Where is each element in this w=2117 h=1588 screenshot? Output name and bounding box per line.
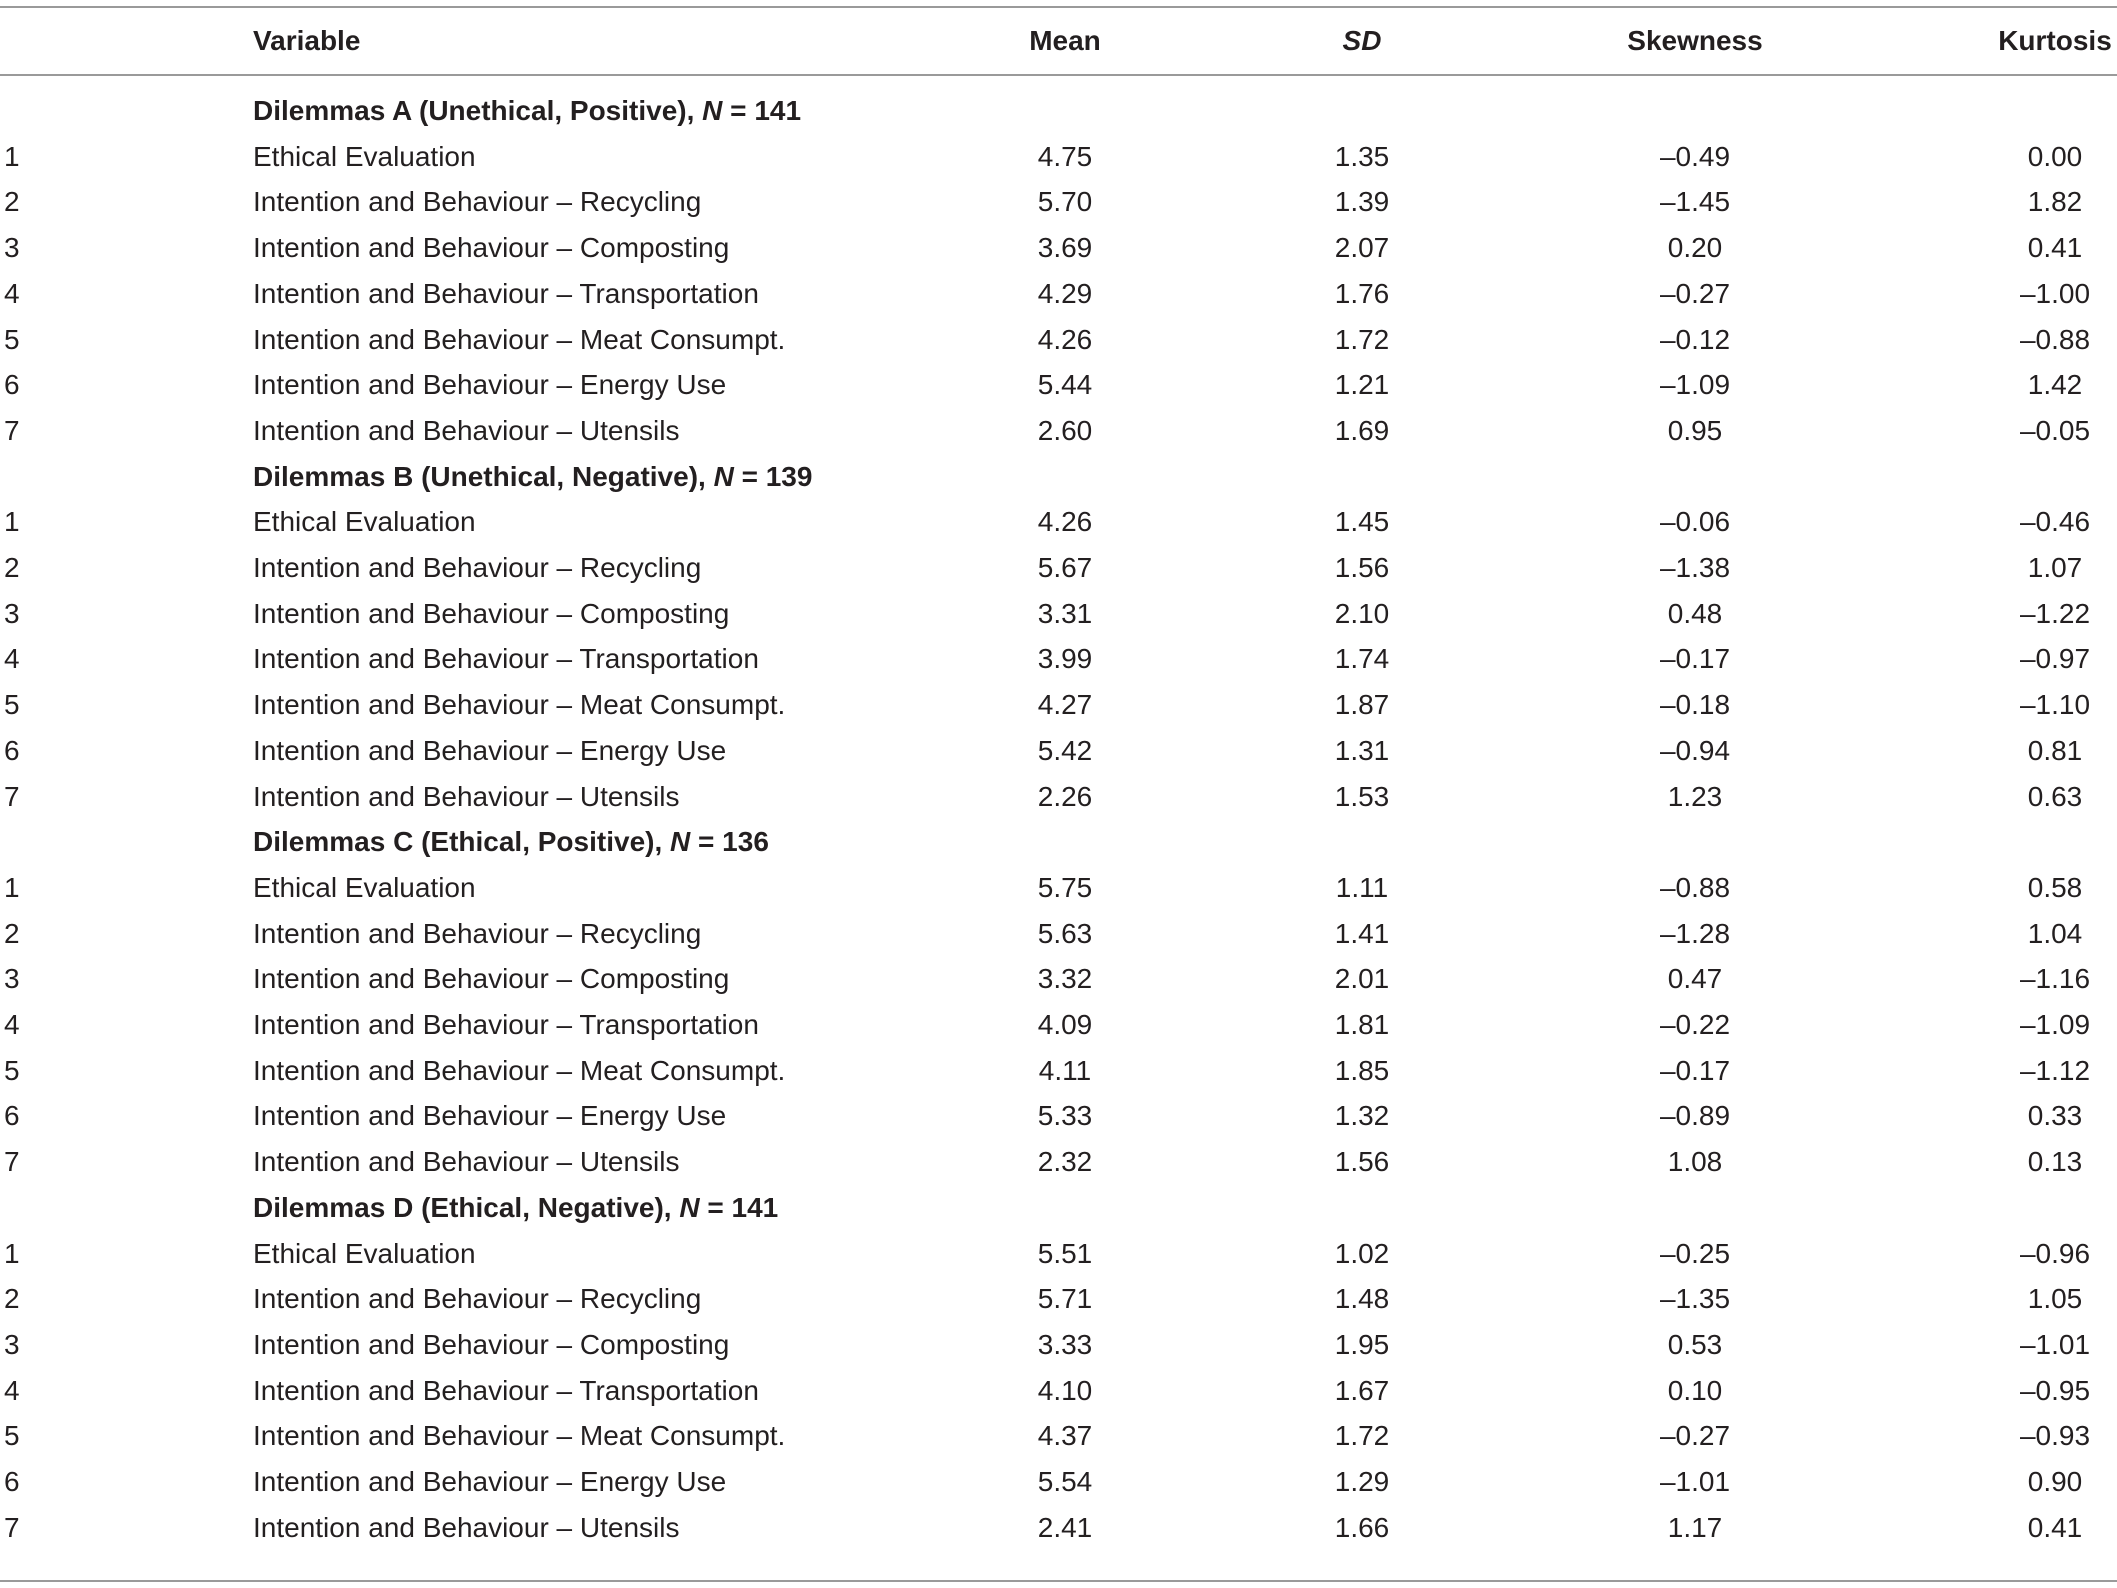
kurtosis-cell: –1.01 (2019, 1329, 2091, 1360)
group-header-row (0, 454, 2117, 500)
row-number: 7 (4, 1512, 20, 1543)
group-title-text: Dilemmas D (Ethical, Negative), (253, 1192, 680, 1223)
row-number: 5 (4, 1055, 20, 1086)
table-row (0, 1368, 2117, 1414)
table-row (0, 1093, 2117, 1139)
table-row (0, 636, 2117, 682)
kurtosis-cell: 1.07 (2027, 552, 2083, 583)
kurtosis-cell: –0.93 (2019, 1420, 2091, 1451)
variable-cell: Intention and Behaviour – Composting (253, 598, 730, 629)
header-variable: Variable (253, 25, 361, 56)
skewness-cell: 1.08 (1667, 1146, 1723, 1177)
sd-cell: 1.45 (1334, 506, 1390, 537)
group-title (253, 1185, 778, 1231)
row-number: 2 (4, 918, 20, 949)
row-number: 1 (4, 141, 20, 172)
kurtosis-cell: 0.58 (2027, 872, 2083, 903)
kurtosis-cell: 1.04 (2027, 918, 2083, 949)
sd-cell: 1.39 (1334, 186, 1390, 217)
mean-cell: 5.71 (1037, 1283, 1093, 1314)
kurtosis-cell: –0.97 (2019, 643, 2091, 674)
variable-cell: Intention and Behaviour – Meat Consumpt. (253, 1055, 786, 1086)
variable-cell: Intention and Behaviour – Energy Use (253, 369, 727, 400)
group-title-text: Dilemmas C (Ethical, Positive), (253, 826, 671, 857)
kurtosis-cell: –1.00 (2019, 278, 2091, 309)
skewness-cell: 0.20 (1667, 232, 1723, 263)
group-n-value: = 139 (733, 461, 813, 492)
mean-cell: 5.75 (1037, 872, 1093, 903)
variable-cell: Intention and Behaviour – Energy Use (253, 1100, 727, 1131)
variable-cell: Intention and Behaviour – Composting (253, 963, 730, 994)
kurtosis-cell: –1.22 (2019, 598, 2091, 629)
skewness-cell: –0.17 (1659, 643, 1731, 674)
skewness-cell: 0.95 (1667, 415, 1723, 446)
table-row (0, 1048, 2117, 1094)
row-number: 3 (4, 963, 20, 994)
skewness-cell: 0.53 (1667, 1329, 1723, 1360)
table-row (0, 865, 2117, 911)
skewness-cell: –0.89 (1659, 1100, 1731, 1131)
skewness-cell: –0.17 (1659, 1055, 1731, 1086)
skewness-cell: 0.10 (1667, 1375, 1723, 1406)
variable-cell: Intention and Behaviour – Meat Consumpt. (253, 689, 786, 720)
sd-cell: 1.32 (1334, 1100, 1390, 1131)
skewness-cell: –1.45 (1659, 186, 1731, 217)
sd-cell: 1.72 (1334, 1420, 1390, 1451)
kurtosis-cell: 1.05 (2027, 1283, 2083, 1314)
mean-cell: 2.41 (1037, 1512, 1093, 1543)
sd-cell: 1.85 (1334, 1055, 1390, 1086)
table-header-row (0, 18, 2117, 64)
sd-cell: 1.35 (1334, 141, 1390, 172)
variable-cell: Intention and Behaviour – Meat Consumpt. (253, 1420, 786, 1451)
kurtosis-cell: 0.41 (2027, 1512, 2083, 1543)
table-row (0, 179, 2117, 225)
header-skewness: Skewness (1627, 25, 1763, 56)
table-row (0, 1459, 2117, 1505)
table-row (0, 911, 2117, 957)
sd-cell: 1.53 (1334, 781, 1390, 812)
skewness-cell: –0.12 (1659, 324, 1731, 355)
kurtosis-cell: 0.81 (2027, 735, 2083, 766)
row-number: 7 (4, 781, 20, 812)
mean-cell: 5.54 (1037, 1466, 1093, 1497)
mean-cell: 2.60 (1037, 415, 1093, 446)
variable-cell: Intention and Behaviour – Energy Use (253, 735, 727, 766)
variable-cell: Intention and Behaviour – Utensils (253, 1512, 680, 1543)
mean-cell: 3.33 (1037, 1329, 1093, 1360)
table-row (0, 1276, 2117, 1322)
table-row (0, 499, 2117, 545)
variable-cell: Intention and Behaviour – Recycling (253, 552, 702, 583)
kurtosis-cell: –1.10 (2019, 689, 2091, 720)
header-rule (0, 74, 2117, 76)
skewness-cell: –0.88 (1659, 872, 1731, 903)
group-n-value: = 141 (722, 95, 802, 126)
mean-cell: 4.29 (1037, 278, 1093, 309)
row-number: 3 (4, 232, 20, 263)
group-header-row (0, 1185, 2117, 1231)
skewness-cell: –1.01 (1659, 1466, 1731, 1497)
table-row (0, 1002, 2117, 1048)
row-number: 1 (4, 506, 20, 537)
row-number: 2 (4, 1283, 20, 1314)
kurtosis-cell: –0.96 (2019, 1238, 2091, 1269)
skewness-cell: 0.48 (1667, 598, 1723, 629)
mean-cell: 3.32 (1037, 963, 1093, 994)
mean-cell: 3.31 (1037, 598, 1093, 629)
variable-cell: Intention and Behaviour – Meat Consumpt. (253, 324, 786, 355)
variable-cell: Ethical Evaluation (253, 872, 476, 903)
kurtosis-cell: 0.00 (2027, 141, 2083, 172)
row-number: 2 (4, 186, 20, 217)
group-n-label: N (702, 95, 723, 126)
variable-cell: Intention and Behaviour – Utensils (253, 1146, 680, 1177)
mean-cell: 4.11 (1038, 1055, 1092, 1086)
skewness-cell: –1.35 (1659, 1283, 1731, 1314)
sd-cell: 1.41 (1334, 918, 1390, 949)
variable-cell: Intention and Behaviour – Transportation (253, 278, 759, 309)
group-n-value: = 136 (690, 826, 769, 857)
group-n-label: N (713, 461, 734, 492)
table-row (0, 1505, 2117, 1551)
row-number: 5 (4, 324, 20, 355)
sd-cell: 2.07 (1334, 232, 1390, 263)
row-number: 2 (4, 552, 20, 583)
mean-cell: 5.44 (1037, 369, 1093, 400)
sd-cell: 1.56 (1334, 552, 1390, 583)
variable-cell: Intention and Behaviour – Utensils (253, 415, 680, 446)
mean-cell: 2.26 (1037, 781, 1093, 812)
skewness-cell: –0.06 (1659, 506, 1731, 537)
top-rule (0, 6, 2117, 8)
sd-cell: 1.56 (1334, 1146, 1390, 1177)
mean-cell: 2.32 (1037, 1146, 1093, 1177)
mean-cell: 4.09 (1037, 1009, 1093, 1040)
kurtosis-cell: –1.12 (2019, 1055, 2091, 1086)
group-title (253, 88, 801, 134)
mean-cell: 4.26 (1037, 506, 1093, 537)
row-number: 7 (4, 1146, 20, 1177)
kurtosis-cell: –0.05 (2019, 415, 2091, 446)
sd-cell: 1.21 (1334, 369, 1390, 400)
skewness-cell: –0.94 (1659, 735, 1731, 766)
table-row (0, 317, 2117, 363)
kurtosis-cell: –1.16 (2019, 963, 2091, 994)
variable-cell: Ethical Evaluation (253, 506, 476, 537)
sd-cell: 1.67 (1334, 1375, 1390, 1406)
mean-cell: 5.33 (1037, 1100, 1093, 1131)
sd-cell: 1.81 (1334, 1009, 1390, 1040)
table-row (0, 591, 2117, 637)
kurtosis-cell: 0.33 (2027, 1100, 2083, 1131)
skewness-cell: –1.28 (1659, 918, 1731, 949)
bottom-rule (0, 1580, 2117, 1582)
table-row (0, 1231, 2117, 1277)
mean-cell: 5.70 (1037, 186, 1093, 217)
mean-cell: 4.27 (1037, 689, 1093, 720)
variable-cell: Intention and Behaviour – Composting (253, 1329, 730, 1360)
table-row (0, 408, 2117, 454)
variable-cell: Ethical Evaluation (253, 1238, 476, 1269)
row-number: 3 (4, 1329, 20, 1360)
sd-cell: 1.11 (1335, 872, 1389, 903)
row-number: 4 (4, 278, 20, 309)
row-number: 5 (4, 1420, 20, 1451)
table-row (0, 1322, 2117, 1368)
mean-cell: 4.75 (1037, 141, 1093, 172)
kurtosis-cell: 0.90 (2027, 1466, 2083, 1497)
header-sd: SD (1342, 25, 1382, 56)
sd-cell: 1.87 (1334, 689, 1390, 720)
group-title (253, 819, 769, 865)
sd-cell: 1.02 (1334, 1238, 1390, 1269)
sd-cell: 1.72 (1334, 324, 1390, 355)
mean-cell: 4.26 (1037, 324, 1093, 355)
skewness-cell: 1.17 (1667, 1512, 1723, 1543)
table-row (0, 774, 2117, 820)
group-n-value: = 141 (699, 1192, 779, 1223)
kurtosis-cell: 0.41 (2027, 232, 2083, 263)
skewness-cell: –1.09 (1659, 369, 1731, 400)
table-row (0, 134, 2117, 180)
row-number: 6 (4, 1100, 20, 1131)
row-number: 4 (4, 1375, 20, 1406)
row-number: 3 (4, 598, 20, 629)
variable-cell: Intention and Behaviour – Composting (253, 232, 730, 263)
skewness-cell: –0.22 (1659, 1009, 1731, 1040)
mean-cell: 5.67 (1037, 552, 1093, 583)
sd-cell: 1.48 (1334, 1283, 1390, 1314)
row-number: 6 (4, 369, 20, 400)
group-n-label: N (670, 826, 691, 857)
kurtosis-cell: 1.42 (2027, 369, 2083, 400)
header-mean: Mean (1029, 25, 1101, 56)
mean-cell: 5.51 (1037, 1238, 1093, 1269)
row-number: 5 (4, 689, 20, 720)
mean-cell: 3.69 (1037, 232, 1093, 263)
row-number: 4 (4, 1009, 20, 1040)
variable-cell: Intention and Behaviour – Energy Use (253, 1466, 727, 1497)
variable-cell: Intention and Behaviour – Recycling (253, 186, 702, 217)
table-row (0, 271, 2117, 317)
group-title-text: Dilemmas A (Unethical, Positive), (253, 95, 703, 126)
mean-cell: 3.99 (1037, 643, 1093, 674)
variable-cell: Intention and Behaviour – Recycling (253, 918, 702, 949)
row-number: 7 (4, 415, 20, 446)
mean-cell: 5.63 (1037, 918, 1093, 949)
skewness-cell: 0.47 (1667, 963, 1723, 994)
kurtosis-cell: –0.95 (2019, 1375, 2091, 1406)
sd-cell: 1.74 (1334, 643, 1390, 674)
kurtosis-cell: 0.13 (2027, 1146, 2083, 1177)
variable-cell: Intention and Behaviour – Transportation (253, 1375, 759, 1406)
variable-cell: Intention and Behaviour – Recycling (253, 1283, 702, 1314)
skewness-cell: –0.18 (1659, 689, 1731, 720)
skewness-cell: –0.27 (1659, 278, 1731, 309)
row-number: 4 (4, 643, 20, 674)
kurtosis-cell: –0.46 (2019, 506, 2091, 537)
group-title-text: Dilemmas B (Unethical, Negative), (253, 461, 714, 492)
row-number: 6 (4, 1466, 20, 1497)
group-header-row (0, 819, 2117, 865)
sd-cell: 1.76 (1334, 278, 1390, 309)
skewness-cell: –0.25 (1659, 1238, 1731, 1269)
kurtosis-cell: –0.88 (2019, 324, 2091, 355)
table-row (0, 728, 2117, 774)
table-row (0, 1139, 2117, 1185)
mean-cell: 5.42 (1037, 735, 1093, 766)
row-number: 1 (4, 872, 20, 903)
variable-cell: Intention and Behaviour – Transportation (253, 643, 759, 674)
variable-cell: Intention and Behaviour – Utensils (253, 781, 680, 812)
mean-cell: 4.10 (1037, 1375, 1093, 1406)
table-row (0, 545, 2117, 591)
table-row (0, 225, 2117, 271)
variable-cell: Intention and Behaviour – Transportation (253, 1009, 759, 1040)
row-number: 1 (4, 1238, 20, 1269)
skewness-cell: –0.49 (1659, 141, 1731, 172)
skewness-cell: –0.27 (1659, 1420, 1731, 1451)
group-header-row (0, 88, 2117, 134)
sd-cell: 2.10 (1334, 598, 1390, 629)
variable-cell: Ethical Evaluation (253, 141, 476, 172)
sd-cell: 1.69 (1334, 415, 1390, 446)
table-row (0, 362, 2117, 408)
table-row (0, 1413, 2117, 1459)
row-number: 6 (4, 735, 20, 766)
sd-cell: 2.01 (1334, 963, 1390, 994)
table-row (0, 956, 2117, 1002)
group-n-label: N (679, 1192, 700, 1223)
sd-cell: 1.66 (1334, 1512, 1390, 1543)
header-kurtosis: Kurtosis (1998, 25, 2112, 56)
kurtosis-cell: 0.63 (2027, 781, 2083, 812)
kurtosis-cell: 1.82 (2027, 186, 2083, 217)
kurtosis-cell: –1.09 (2019, 1009, 2091, 1040)
skewness-cell: –1.38 (1659, 552, 1731, 583)
table-row (0, 682, 2117, 728)
sd-cell: 1.95 (1334, 1329, 1390, 1360)
mean-cell: 4.37 (1037, 1420, 1093, 1451)
group-title (253, 454, 812, 500)
skewness-cell: 1.23 (1667, 781, 1723, 812)
sd-cell: 1.31 (1334, 735, 1390, 766)
sd-cell: 1.29 (1334, 1466, 1390, 1497)
